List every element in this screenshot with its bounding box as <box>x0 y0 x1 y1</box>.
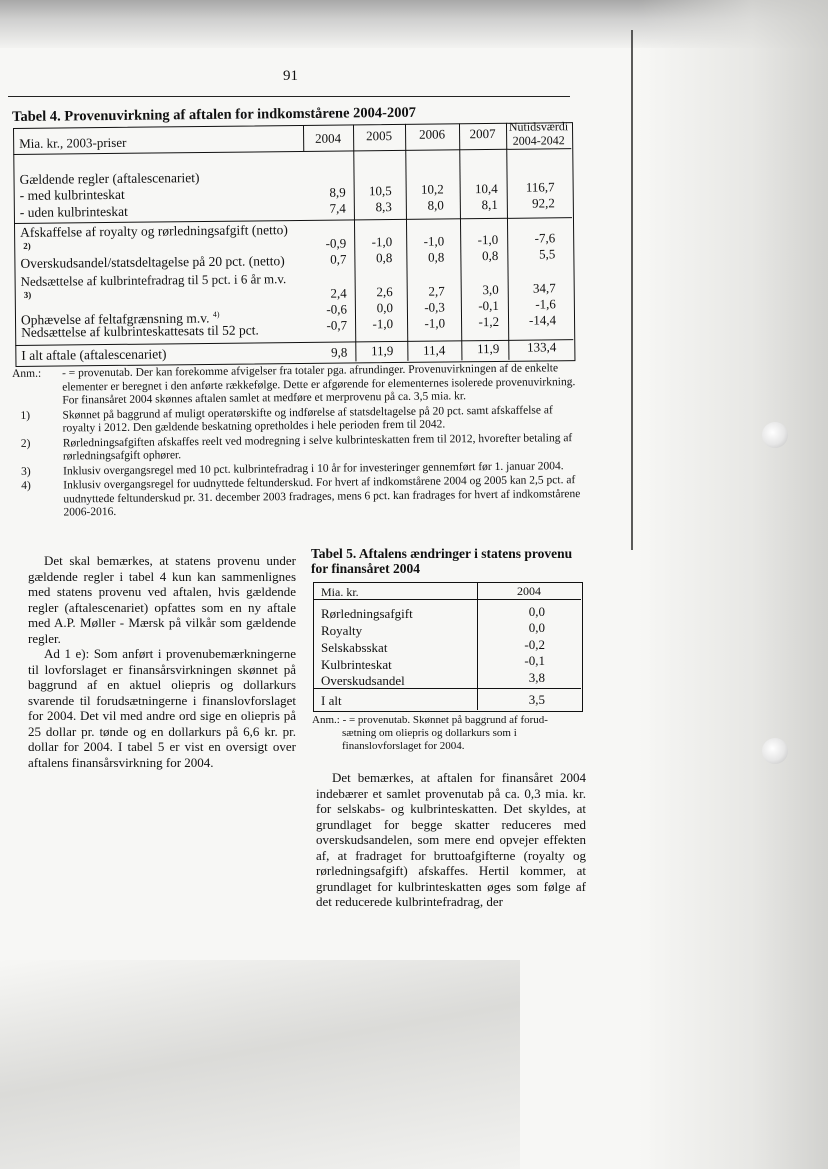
table4-cell: -1,0 <box>477 231 499 248</box>
table4-cell: 8,1 <box>481 196 498 213</box>
table4-cell: 10,4 <box>474 180 498 197</box>
table4-cell: 0,7 <box>330 251 347 267</box>
table5-cell: -0,1 <box>524 653 545 668</box>
table4-col-header-nutid: Nutidsværdi <box>508 119 569 134</box>
table4-total-label: I alt aftale (aftalescenariet) <box>21 346 167 363</box>
table4-cell: -1,0 <box>424 315 446 331</box>
table4-cell: -7,6 <box>534 230 556 246</box>
table4-cell: -1,2 <box>478 313 500 330</box>
table4-notes <box>12 362 589 522</box>
header-rule <box>8 96 570 97</box>
table4-unit-label: Mia. kr., 2003-priser <box>19 134 127 151</box>
table5 <box>313 582 583 712</box>
page-edge-line <box>631 30 633 550</box>
table4-cell: 34,7 <box>532 280 556 296</box>
table4-cell: -0,6 <box>326 301 347 317</box>
table4-cell: -1,0 <box>423 233 445 249</box>
table4-total-cell: 133,4 <box>526 339 557 355</box>
table5-cell: 0,0 <box>528 620 545 635</box>
table4-total-cell: 9,8 <box>331 344 348 360</box>
page-number: 91 <box>283 68 298 84</box>
table4-cell: -1,0 <box>372 316 394 332</box>
table4-col-header: 2007 <box>469 125 496 142</box>
table4-col-header: 2004 <box>315 130 342 146</box>
table4-cell: 10,2 <box>420 181 444 197</box>
table4-col-header: 2005 <box>366 128 393 144</box>
table4-note-mark: 4) <box>212 309 220 319</box>
table4-cell: -14,4 <box>528 312 557 328</box>
table4-row-label: Afskaffelse af royalty og rørledningsafgift (netto) <box>20 222 288 240</box>
table4-note <box>13 474 588 521</box>
table4-section-heading: Gældende regler (aftalescenariet) <box>19 170 200 187</box>
note-marker: Anm.: <box>312 714 340 726</box>
paragraph: Ad 1 e): Som anført i provenubemærkningerne til lovforslaget er finansårsvirkningen skønnet på baggrund af en aktuel oliepris og dollarkurs svarende til forudsætningerne i finanslovforslaget for 2004. Det vil med andre ord sige en oliepris på 25 dollar pr. tønde og en dollarkurs på 6,6 kr. pr. dollar for 2004. I tabel 5 er vist en oversigt over aftalens finansårsvirkning for 2004. <box>28 646 296 770</box>
table4-row-label: Overskudsandel/statsdeltagelse på 20 pct. (netto) <box>20 253 285 271</box>
table4-note-mark: 3) <box>23 289 32 300</box>
table4-cell: -0,7 <box>326 317 348 333</box>
table4-cell: 0,8 <box>376 250 393 266</box>
table4-total-cell: 11,4 <box>422 342 446 358</box>
table4-cell: -1,0 <box>371 234 393 250</box>
table4-cell: 8,0 <box>427 197 444 213</box>
table4-title: Tabel 4. Provenuvirkning af aftalen for indkomstårene 2004-2007 <box>12 104 417 125</box>
note-marker: 4) <box>21 479 31 492</box>
table4-cell: 10,5 <box>368 183 392 199</box>
table5-title <box>311 546 572 576</box>
paragraph: Det skal bemærkes, at statens provenu under gældende regler i tabel 4 kun kan sammenlignes med statens provenu ved aftalen, hvis gældende regler (aftalescenariet) opfattes som en ny aftale med A.P. Møller - Mærsk på vilkår som gældende regler. <box>28 553 296 646</box>
table4-col-header-period: 2004-2042 <box>512 133 565 148</box>
punch-hole-top <box>762 422 788 448</box>
table4-cell: 116,7 <box>525 179 555 195</box>
table4-cell: 2,7 <box>428 283 445 299</box>
table5-row-label: Overskudsandel <box>321 673 405 688</box>
table4-col-header: 2006 <box>419 126 446 142</box>
table4-row-label: - med kulbrinteskat <box>19 186 125 203</box>
table5-row-label: Selskabsskat <box>321 640 388 655</box>
table5-col-header: 2004 <box>517 584 541 598</box>
table5-cell: 0,0 <box>528 604 545 619</box>
table5-unit-label: Mia. kr. <box>321 585 359 599</box>
paragraph: Det bemærkes, at aftalen for finansåret 2004 indebærer et samlet provenutab på ca. 0,3 mia. kr. for selskabs- og kulbrinteskatten. Det skyldes, at grundlaget for begge skatter reduceres med overskudsandelen, som mere end opvejer effekten af, at fradraget for bruttoafgifterne (royalty og rørledningsafgift) afskaffes. Hertil kommer, at grundlaget for kulbrinteskatten øges som følge af det reducerede kulbrintefradrag, der <box>316 770 586 909</box>
table4-cell: -0,3 <box>424 299 445 315</box>
punch-hole-bottom <box>762 738 788 764</box>
left-column-text <box>28 553 296 770</box>
note-text: sætning om oliepris og dollarkurs som i finanslovforslaget for 2004. <box>342 727 517 752</box>
table5-row-label: Rørledningsafgift <box>321 606 413 621</box>
table4-cell: 5,5 <box>539 246 556 262</box>
table5-total-label: I alt <box>321 693 342 708</box>
right-column-text <box>316 770 586 910</box>
table5-title-line: Tabel 5. Aftalens ændringer i statens provenu <box>311 546 573 561</box>
table4-cell: -0,9 <box>325 235 347 251</box>
table5-title-line: for finansåret 2004 <box>311 561 420 576</box>
table5-row-label: Royalty <box>321 623 363 638</box>
table5-note <box>312 714 592 753</box>
table5-cell: -0,2 <box>524 637 545 652</box>
table4-cell: 8,9 <box>329 184 346 200</box>
table4-cell: 2,6 <box>376 284 393 300</box>
note-text: Inklusiv overgangsregel med 10 pct. kulbrintefradrag i 10 år for investeringer gennemført før 1. januar 2004. <box>63 459 564 477</box>
note-marker: 2) <box>20 437 31 450</box>
note-marker: 1) <box>20 409 31 422</box>
table5-total-cell: 3,5 <box>528 692 545 707</box>
table4-cell: 8,3 <box>375 199 392 215</box>
table4-cell: 2,4 <box>330 285 347 301</box>
table4-cell: -1,6 <box>535 296 556 312</box>
table4-cell: 0,8 <box>482 247 499 264</box>
scan-shadow-right <box>638 0 828 1169</box>
table5-row-label: Kulbrinteskat <box>321 657 392 672</box>
table4-cell: 0,0 <box>376 300 393 316</box>
table4-cell: 92,2 <box>531 195 555 211</box>
note-marker: Anm.: <box>12 367 42 380</box>
table4-row-label: Nedsættelse af kulbrinteskattesats til 52 pct. <box>21 322 259 340</box>
table4-total-cell: 11,9 <box>370 343 394 359</box>
table4-row-label-text: Ophævelse af feltafgrænsning m.v. <box>20 310 210 328</box>
table4 <box>13 119 575 367</box>
note-text: Skønnet på baggrund af muligt operatørskifte og indførelse af statsdeltagelse på 20 pct. samt afskaffelse af royalty i 2012. Den gældende beskatning opretholdes i hele perioden frem til 2042. <box>62 403 553 435</box>
table4-cell: 3,0 <box>482 281 499 298</box>
note-marker: 3) <box>21 465 31 478</box>
table4-row-label: - uden kulbrinteskat <box>19 203 128 220</box>
note-text: Inklusiv overgangsregel for uudnyttede feltunderskud. For hvert af indkomstårene 2004 og 2005 kan 2,5 pct. af uudnyttede feltunderskud pr. 31. december 2003 fradrages, mens 6 pct. kan fradrages for hvert af indkomstårene 2006-2016. <box>63 474 581 519</box>
table4-note-mark: 2) <box>23 240 31 251</box>
table4-cell: 7,4 <box>329 200 346 216</box>
table4-total-cell: 11,9 <box>476 340 500 357</box>
note-text: Rørledningsafgiften afskaffes reelt ved modregning i selve kulbrinteskatten frem til 2012, hvorefter betaling af rørledningsafgift ophører. <box>62 431 573 463</box>
table4-note <box>12 362 587 409</box>
table4-cell: 0,8 <box>428 249 445 265</box>
note-text: - = provenutab. Skønnet på baggrund af forud- <box>342 714 548 726</box>
table4-row-label: Nedsættelse af kulbrintefradrag til 5 pct. i 6 år m.v. <box>20 271 287 289</box>
note-text: - = provenutab. Der kan forekomme afvigelser fra totaler pga. afrundinger. Provenuvirkningen af de enkelte elementer er beregnet i den anførte rækkefølge. Dette er afgørende for elementernes isolerede provenuvirkning. For finansåret 2004 skønnes aftalen samlet at medføre et merprovenu på ca. 3,5 mia. kr. <box>61 362 576 407</box>
table5-cell: 3,8 <box>528 670 545 685</box>
table4-cell: -0,1 <box>478 297 499 314</box>
scan-shadow-bottom <box>0 960 520 1169</box>
